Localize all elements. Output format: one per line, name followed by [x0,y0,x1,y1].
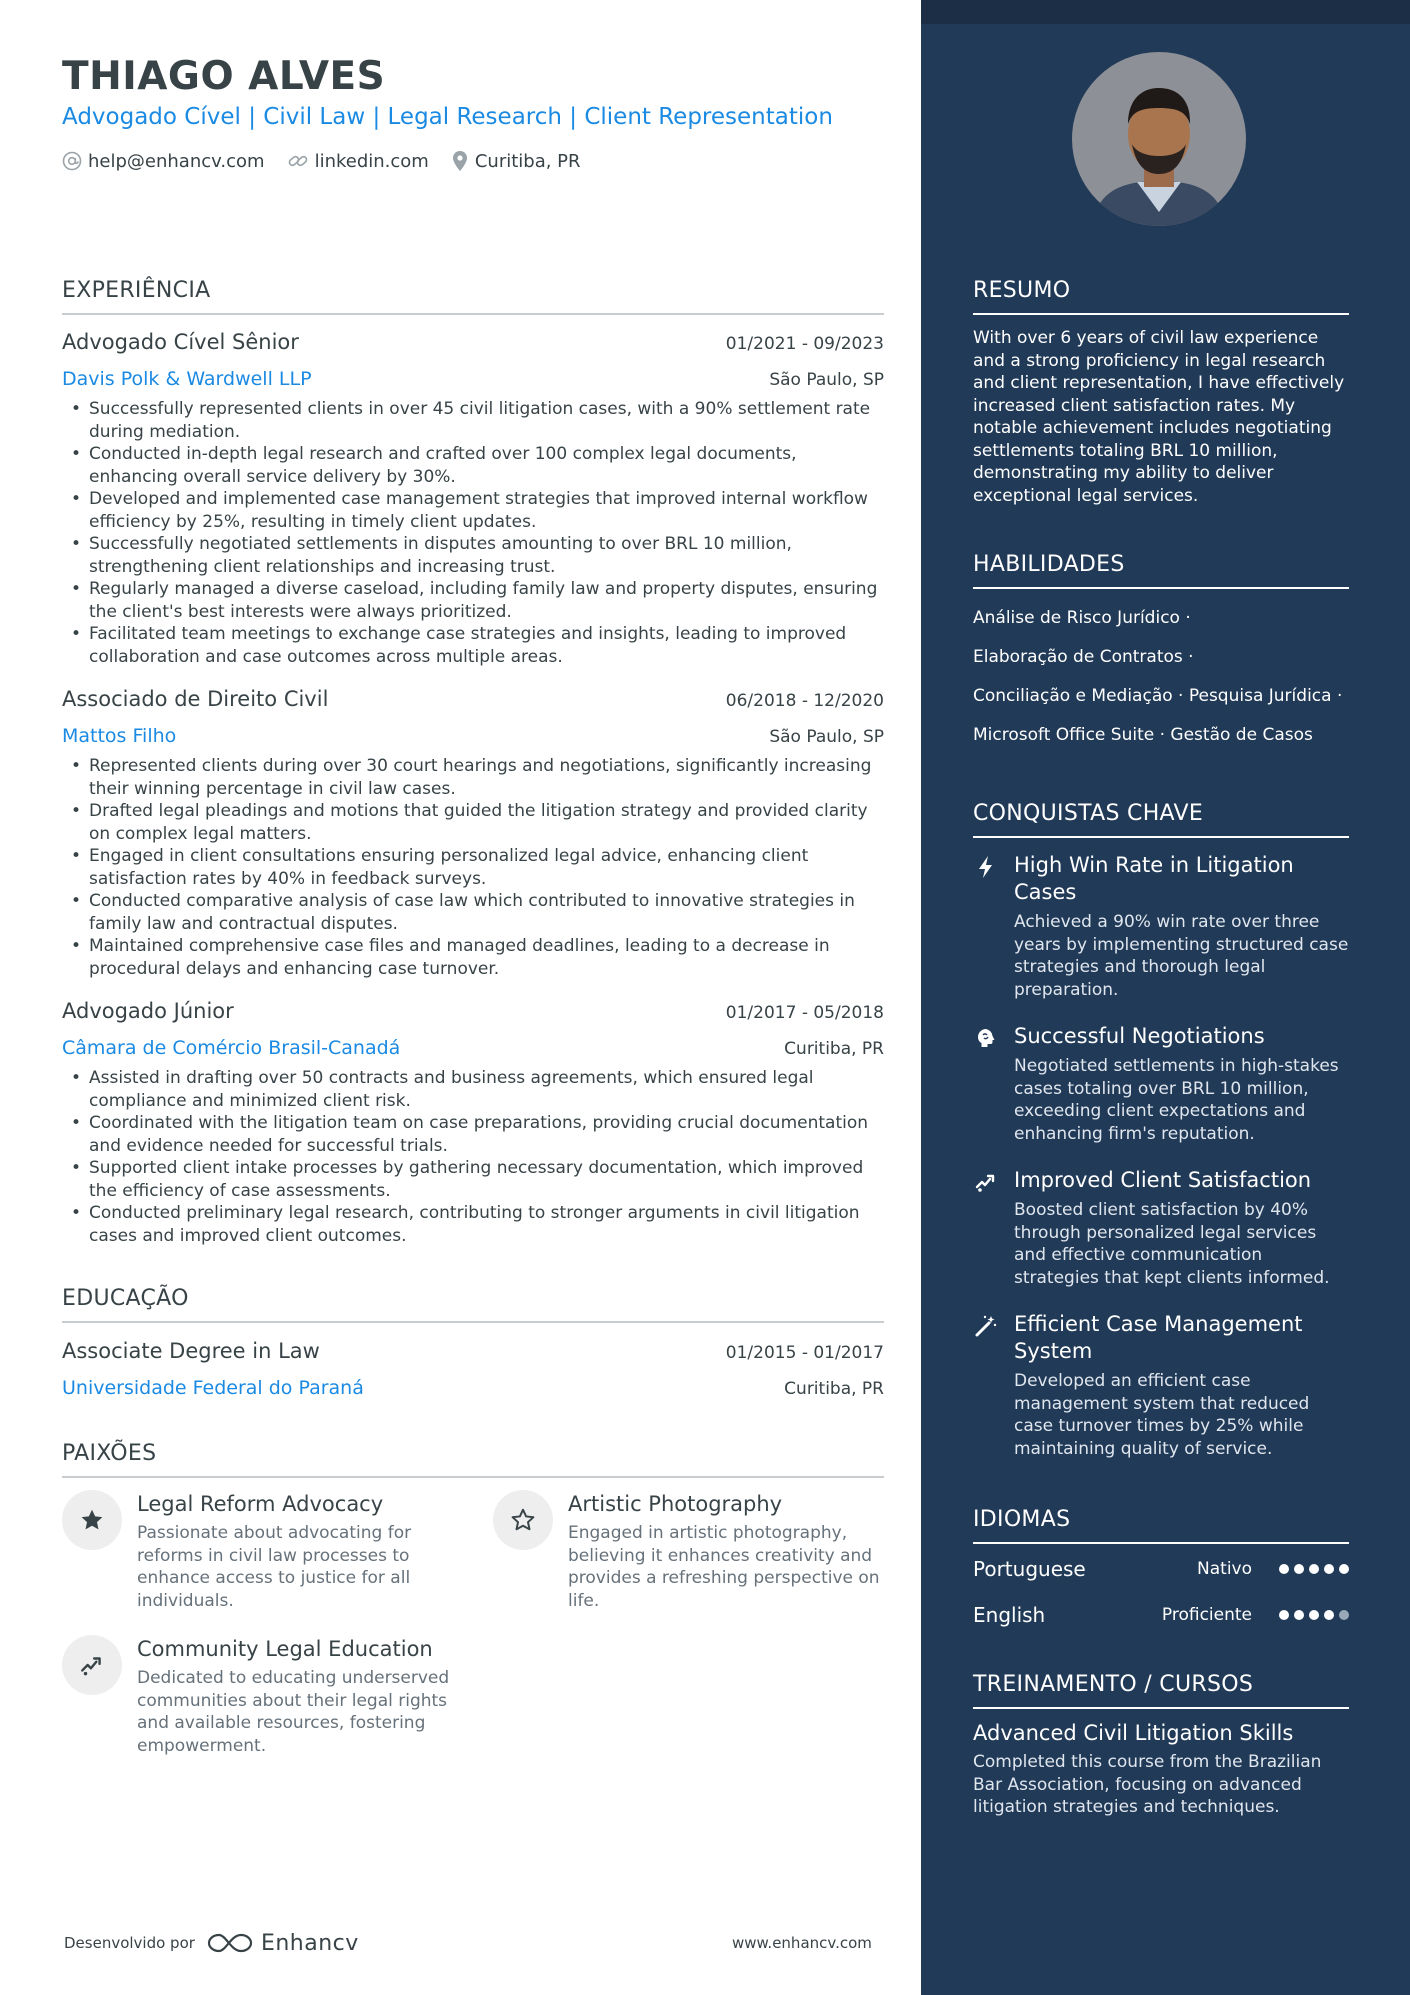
passion-icon-circle [62,1635,122,1695]
job-entry-3 [62,999,884,1247]
bullet-item: • Maintained comprehensive case files and managed deadlines, leading to a decrease in procedural delays and enhancing case turnover. [62,935,884,980]
passions-section-title: PAIXÕES [62,1441,884,1478]
passion-icon-circle [493,1490,553,1550]
passion-item [62,1635,462,1757]
candidate-name: THIAGO ALVES [62,54,386,99]
bullet-item: • Conducted in-depth legal research and crafted over 100 complex legal documents, enhancing overall service delivery by 30%. [62,443,884,488]
lightning-icon [976,855,996,879]
language-name: English [973,1603,1046,1627]
footer-url[interactable]: www.enhancv.com [732,1934,872,1952]
language-level: Proficiente [1161,1605,1252,1625]
passion-desc: Dedicated to educating underserved communities about their legal rights and available resources, fostering empowerment. [137,1668,450,1756]
languages-title: IDIOMAS [973,1507,1349,1544]
achievement-title: Improved Client Satisfaction [1014,1168,1312,1192]
bullet-item: • Represented clients during over 30 court hearings and negotiations, significantly increasing their winning percentage in civil law cases. [62,755,884,800]
summary-title: RESUMO [973,278,1349,315]
job-role: Associado de Direito Civil [62,687,329,711]
bullet-item: • Successfully represented clients in over 45 civil litigation cases, with a 90% settlement rate during mediation. [62,398,884,443]
rating-dot [1324,1564,1334,1574]
rating-dot [1279,1564,1289,1574]
bullet-item: • Developed and implemented case management strategies that improved internal workflow efficiency by 25%, resulting in timely client updates. [62,488,884,533]
school[interactable]: Universidade Federal do Paraná [62,1377,364,1399]
skill-line: Elaboração de Contratos · [973,647,1194,667]
job-dates: 01/2021 - 09/2023 [725,334,884,354]
job-role: Advogado Júnior [62,999,234,1023]
rating-dot [1309,1564,1319,1574]
star-outline-icon [510,1507,536,1533]
location-pin-icon [451,150,469,172]
training-section [973,1672,1349,1819]
job-dates: 06/2018 - 12/2020 [725,691,884,711]
brain-icon [974,1026,998,1050]
contact-bar [62,150,603,172]
bullet-item: • Assisted in drafting over 50 contracts and business agreements, which ensured legal compliance and minimized client risk. [62,1067,884,1112]
job-bullets [62,1067,884,1247]
at-icon [62,151,82,171]
main-column [62,0,884,1995]
achievement-title: High Win Rate in Litigation Cases [1014,853,1294,904]
profile-photo [1072,52,1246,226]
bullet-item: • Supported client intake processes by gathering necessary documentation, which improved the efficiency of case assessments. [62,1157,884,1202]
rating-dot [1309,1610,1319,1620]
education-dates: 01/2015 - 01/2017 [725,1343,884,1363]
bullet-item: • Drafted legal pleadings and motions that guided the litigation strategy and provided clarity on complex legal matters. [62,800,884,845]
passion-desc: Engaged in artistic photography, believing it enhances creativity and provides a refreshing perspective on life. [568,1523,880,1611]
training-title: TREINAMENTO / CURSOS [973,1672,1349,1709]
passion-desc: Passionate about advocating for reforms in civil law processes to enhance access to justice for all individuals. [137,1523,412,1611]
job-company[interactable]: Mattos Filho [62,725,177,747]
linkedin-text: linkedin.com [314,150,429,172]
achievement-desc: Boosted client satisfaction by 40% through personalized legal services and effective communication strategies that kept clients informed. [1014,1200,1330,1288]
job-bullets [62,755,884,980]
email-contact[interactable] [62,151,265,172]
education-section-title: EDUCAÇÃO [62,1286,884,1323]
job-location: São Paulo, SP [769,370,884,390]
job-location: Curitiba, PR [784,1039,884,1059]
job-company[interactable]: Câmara de Comércio Brasil-Canadá [62,1037,401,1059]
enhancv-logo-icon [205,1930,255,1956]
language-row [973,1592,1349,1638]
rating-dot [1294,1564,1304,1574]
achievements-title: CONQUISTAS CHAVE [973,801,1349,838]
job-bullets [62,398,884,668]
skill-line: Conciliação e Mediação · Pesquisa Jurídica · [973,686,1343,706]
achievement-title: Efficient Case Management System [1014,1312,1303,1363]
education-entry [62,1339,884,1399]
languages-section [973,1507,1349,1638]
achievement-desc: Achieved a 90% win rate over three years by implementing structured case strategies and thorough legal preparation. [1014,912,1349,1000]
handshake-icon [974,1170,998,1194]
achievements-section [973,801,1349,1460]
achievement-desc: Negotiated settlements in high-stakes cases totaling over BRL 10 million, exceeding client expectations and enhancing firm's reputation. [1014,1056,1339,1144]
summary-text: With over 6 years of civil law experience and a strong proficiency in legal research and client representation, I have effectively increased client satisfaction rates. My notable achievement includes negotiating settlements totaling BRL 10 million, demonstrating my ability to deliver exceptional legal services. [973,328,1345,506]
skills-title: HABILIDADES [973,552,1349,589]
sidebar-top-bar [921,0,1410,24]
summary-section [973,278,1349,507]
link-icon [287,151,309,171]
rating-dot [1339,1564,1349,1574]
headline: Advogado Cível | Civil Law | Legal Research | Client Representation [62,104,833,130]
rating-dot [1294,1610,1304,1620]
job-entry-2 [62,687,884,980]
sidebar [921,0,1410,1995]
passion-title: Legal Reform Advocacy [137,1492,384,1516]
skill-line: Análise de Risco Jurídico · [973,608,1191,628]
rating-dot [1324,1610,1334,1620]
achievement-desc: Developed an efficient case management system that reduced case turnover times by 25% while maintaining quality of service. [1014,1371,1310,1459]
skills-section [973,552,1349,755]
location-contact [451,150,581,172]
star-icon [79,1507,105,1533]
bullet-item: • Facilitated team meetings to exchange case strategies and insights, leading to improved collaboration and case outcomes across multiple areas. [62,623,884,668]
rating-dot [1279,1610,1289,1620]
bullet-item: • Regularly managed a diverse caseload, including family law and property disputes, ensuring the client's best interests were always prioritized. [62,578,884,623]
job-company[interactable]: Davis Polk & Wardwell LLP [62,368,312,390]
language-rating [1274,1564,1349,1574]
passion-item [62,1490,462,1612]
skill-line: Microsoft Office Suite · Gestão de Casos [973,725,1313,745]
passion-title: Community Legal Education [137,1637,433,1661]
language-name: Portuguese [973,1557,1086,1581]
job-dates: 01/2017 - 05/2018 [725,1003,884,1023]
job-role: Advogado Cível Sênior [62,330,299,354]
magic-wand-icon [974,1314,998,1338]
bullet-item: • Coordinated with the litigation team on case preparations, providing crucial documentation and evidence needed for successful trials. [62,1112,884,1157]
footer-credit [64,1930,359,1956]
achievement-item [973,1167,1349,1289]
bullet-item: • Conducted preliminary legal research, contributing to stronger arguments in civil litigation cases and improved client outcomes. [62,1202,884,1247]
linkedin-contact[interactable] [287,151,429,172]
bullet-item: • Conducted comparative analysis of case law which contributed to innovative strategies in family law and contractual disputes. [62,890,884,935]
footer-brand: Enhancv [260,1930,359,1956]
hand-shake-icon [79,1652,105,1678]
experience-section-title: EXPERIÊNCIA [62,278,884,315]
footer-built-by: Desenvolvido por [64,1934,195,1952]
passion-icon-circle [62,1490,122,1550]
achievement-item [973,852,1349,1001]
passion-title: Artistic Photography [568,1492,783,1516]
course-desc: Completed this course from the Brazilian Bar Association, focusing on advanced litigation strategies and techniques. [973,1752,1322,1817]
location-text: Curitiba, PR [474,150,581,172]
achievement-title: Successful Negotiations [1014,1024,1265,1048]
achievement-item [973,1023,1349,1145]
job-location: São Paulo, SP [769,727,884,747]
course-title: Advanced Civil Litigation Skills [973,1721,1294,1745]
job-entry-1 [62,330,884,668]
bullet-item: • Successfully negotiated settlements in disputes amounting to over BRL 10 million, strengthening client relationships and increasing trust. [62,533,884,578]
language-level: Nativo [1197,1559,1252,1579]
language-rating [1274,1610,1349,1620]
achievement-item [973,1311,1349,1460]
language-row [973,1546,1349,1592]
degree: Associate Degree in Law [62,1339,320,1363]
passion-item [493,1490,893,1612]
email-text: help@enhancv.com [88,150,265,172]
rating-dot [1339,1610,1349,1620]
education-location: Curitiba, PR [784,1379,884,1399]
bullet-item: • Engaged in client consultations ensuring personalized legal advice, enhancing client satisfaction rates by 40% in feedback surveys. [62,845,884,890]
